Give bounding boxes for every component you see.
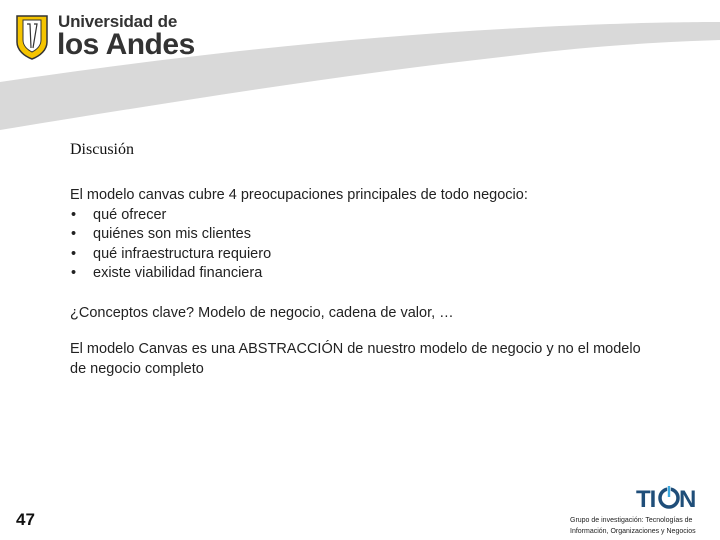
intro-text: El modelo canvas cubre 4 preocupaciones principales de todo negocio: — [70, 187, 528, 203]
slide-body — [70, 186, 670, 377]
institution-name-line2: los Andes — [57, 28, 195, 61]
abstraction-text: El modelo Canvas es una ABSTRACCIÓN de nuestro modelo de negocio y no el modelo de negocio completo — [70, 341, 641, 377]
university-logo — [14, 10, 195, 62]
group-caption-line2: Información, Organizaciones y Negocios — [570, 528, 696, 535]
bullet-text: qué ofrecer — [93, 206, 167, 223]
slide-title: Discusión — [70, 141, 134, 158]
bullet-dot: • — [71, 245, 77, 262]
key-concepts-text: ¿Conceptos clave? Modelo de negocio, cadena de valor, … — [70, 305, 454, 321]
bullet-text: existe viabilidad financiera — [93, 265, 263, 281]
bullet-item — [70, 225, 670, 245]
svg-text:N: N — [679, 486, 697, 511]
bullet-item — [70, 245, 670, 265]
institution-name-line1: Universidad de — [58, 12, 178, 31]
bullet-dot: • — [71, 265, 77, 281]
group-caption-line1: Grupo de investigación: Tecnologías de — [570, 517, 693, 524]
bullet-dot: • — [71, 206, 77, 223]
page-number: 47 — [16, 510, 35, 529]
tion-logo — [636, 485, 698, 511]
research-group-caption — [570, 515, 716, 537]
bullet-list — [70, 206, 670, 284]
bullet-text: quiénes son mis clientes — [93, 226, 251, 242]
bullet-dot: • — [71, 226, 77, 242]
bullet-item — [70, 206, 670, 226]
bullet-text: qué infraestructura requiero — [93, 245, 272, 262]
bullet-item — [70, 264, 670, 284]
svg-text:TI: TI — [636, 486, 656, 511]
shield-icon — [14, 12, 50, 60]
